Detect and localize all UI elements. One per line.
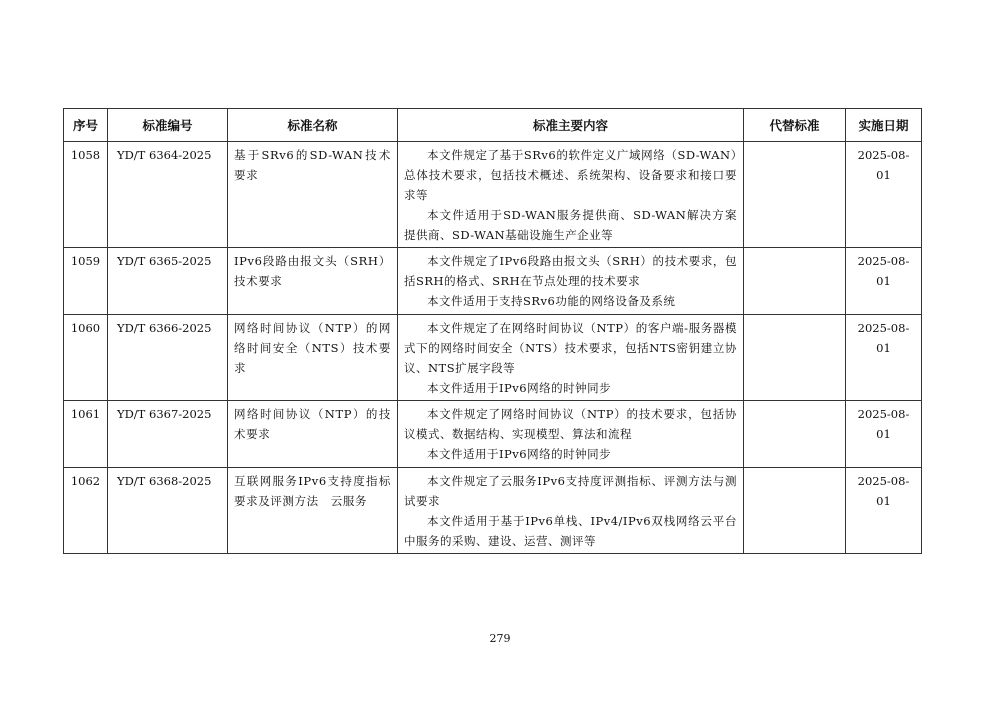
row-name: 互联网服务IPv6支持度指标要求及评测方法 云服务 [228, 468, 398, 554]
table-row [64, 248, 922, 315]
content-paragraph: 本文件规定了云服务IPv6支持度评测指标、评测方法与测试要求 [404, 474, 737, 508]
row-replaces [744, 315, 846, 401]
content-paragraph: 本文件规定了在网络时间协议（NTP）的客户端-服务器模式下的网络时间安全（NTS）技术要求，包括NTS密钥建立协议、NTS扩展字段等 [404, 321, 737, 375]
content-paragraph: 本文件适用于IPv6网络的时钟同步 [427, 381, 612, 395]
row-name: 网络时间协议（NTP）的网络时间安全（NTS）技术要求 [228, 315, 398, 401]
header-content: 标准主要内容 [398, 109, 744, 142]
row-seq: 1061 [64, 401, 108, 468]
content-paragraph: 本文件规定了网络时间协议（NTP）的技术要求，包括协议模式、数据结构、实现模型、算法和流程 [404, 407, 737, 441]
row-date: 2025-08-01 [846, 468, 922, 554]
header-replaces: 代替标准 [744, 109, 846, 142]
table-row [64, 468, 922, 554]
row-code: YD/T 6367-2025 [108, 401, 228, 468]
header-date: 实施日期 [846, 109, 922, 142]
row-seq: 1060 [64, 315, 108, 401]
row-replaces [744, 468, 846, 554]
row-date: 2025-08-01 [846, 401, 922, 468]
header-name: 标准名称 [228, 109, 398, 142]
row-seq: 1058 [64, 142, 108, 248]
row-content [398, 315, 744, 401]
table-row [64, 315, 922, 401]
row-replaces [744, 248, 846, 315]
standards-table [63, 108, 922, 554]
content-paragraph: 本文件适用于SD-WAN服务提供商、SD-WAN解决方案提供商、SD-WAN基础设施生产企业等 [404, 208, 737, 242]
row-content [398, 248, 744, 315]
row-name: 基于SRv6的SD-WAN技术要求 [228, 142, 398, 248]
table-row [64, 142, 922, 248]
content-paragraph: 本文件适用于基于IPv6单栈、IPv4/IPv6双栈网络云平台中服务的采购、建设、运营、测评等 [404, 514, 737, 548]
table-header-row [64, 109, 922, 142]
content-paragraph: 本文件适用于IPv6网络的时钟同步 [427, 447, 612, 461]
row-replaces [744, 142, 846, 248]
row-date: 2025-08-01 [846, 142, 922, 248]
row-date: 2025-08-01 [846, 248, 922, 315]
row-content [398, 468, 744, 554]
row-name: IPv6段路由报文头（SRH）技术要求 [228, 248, 398, 315]
row-replaces [744, 401, 846, 468]
row-date: 2025-08-01 [846, 315, 922, 401]
row-code: YD/T 6365-2025 [108, 248, 228, 315]
row-code: YD/T 6366-2025 [108, 315, 228, 401]
row-seq: 1059 [64, 248, 108, 315]
header-seq: 序号 [64, 109, 108, 142]
row-code: YD/T 6368-2025 [108, 468, 228, 554]
content-paragraph: 本文件规定了IPv6段路由报文头（SRH）的技术要求，包括SRH的格式、SRH在节点处理的技术要求 [404, 254, 737, 288]
page-number: 279 [489, 632, 511, 645]
row-code: YD/T 6364-2025 [108, 142, 228, 248]
content-paragraph: 本文件规定了基于SRv6的软件定义广域网络（SD-WAN）总体技术要求，包括技术概述、系统架构、设备要求和接口要求等 [404, 148, 737, 202]
table-row [64, 401, 922, 468]
content-paragraph: 本文件适用于支持SRv6功能的网络设备及系统 [427, 294, 676, 308]
row-seq: 1062 [64, 468, 108, 554]
row-content [398, 142, 744, 248]
header-code: 标准编号 [108, 109, 228, 142]
row-name: 网络时间协议（NTP）的技术要求 [228, 401, 398, 468]
row-content [398, 401, 744, 468]
